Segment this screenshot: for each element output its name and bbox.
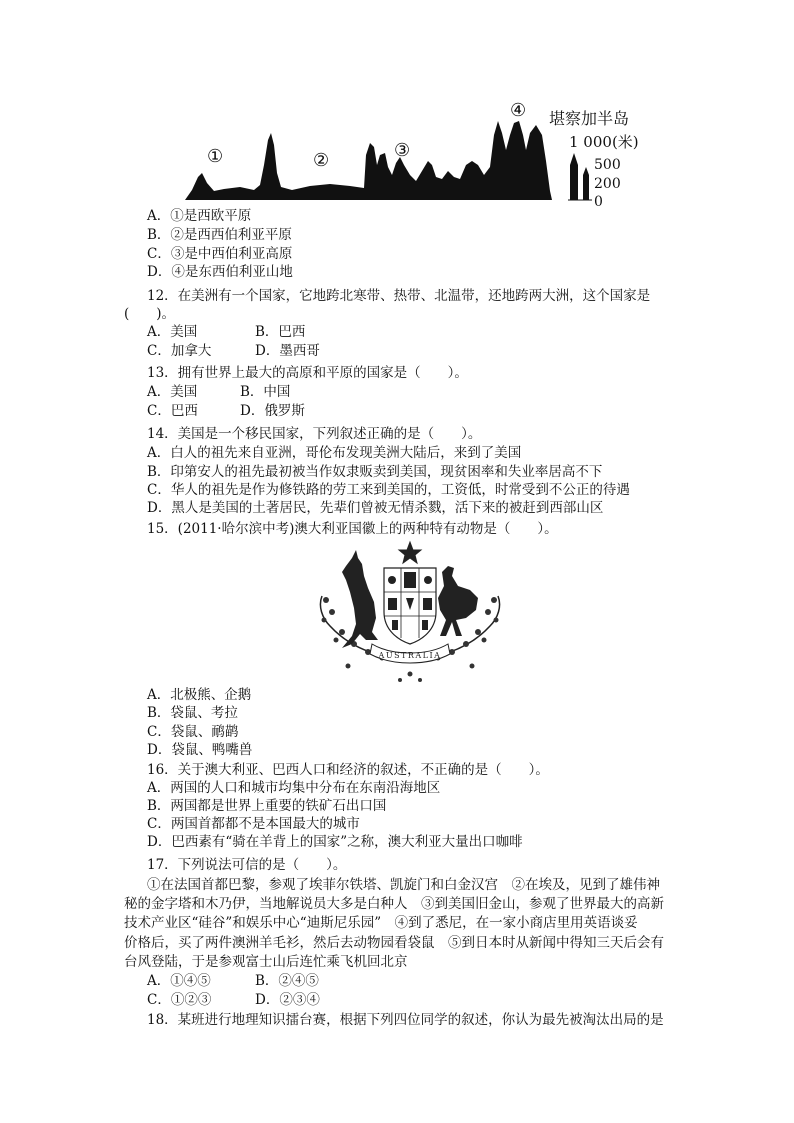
q17-option-a: A．①④⑤ [147,973,211,989]
q12-stem-cont: ( )。 [124,306,176,322]
q12-stem: 12．在美洲有一个国家，它地跨北寒带、热带、北温带，还地跨两大洲，这个国家是 [147,288,651,304]
q11-option-a: A．①是西欧平原 [147,208,252,224]
marker-2: ② [313,150,330,171]
q13-stem: 13．拥有世界上最大的高原和平原的国家是（ ）。 [147,365,468,381]
q11-option-b: B．②是西西伯利亚平原 [147,227,292,243]
q17-para-line-2: 秘的金字塔和木乃伊，当地解说员大多是白种人 ③到美国旧金山，参观了世界最大的高新 [124,896,664,912]
q11-option-c: C．③是中西伯利亚高原 [147,246,293,262]
q18-stem: 18．某班进行地理知识擂台赛，根据下列四位同学的叙述，你认为最先被淘汰出局的是 [147,1012,664,1028]
q15-option-b: B．袋鼠、考拉 [147,705,238,721]
q12-option-a: A．美国 [147,324,198,340]
terrain-silhouette [185,121,552,200]
q13-option-d: D．俄罗斯 [240,403,305,419]
legend-500-label: 500 [594,157,621,173]
q17-option-d: D．②③④ [255,992,320,1008]
legend-1000-label: 1 000(米) [569,133,639,151]
q17-para-line-3: 技术产业区“硅谷”和娱乐中心“迪斯尼乐园” ④到了悉尼，在一家小商店里用英语谈妥 [124,915,638,931]
australia-coat-of-arms-image [312,540,508,686]
q15-option-a: A．北极熊、企鹅 [147,687,252,703]
emblem-emu [438,566,478,636]
marker-1: ① [207,146,224,167]
q17-option-b: B．②④⑤ [255,973,319,989]
q14-option-b: B．印第安人的祖先最初被当作奴隶贩卖到美国，现贫困率和失业率居高不下 [147,464,603,480]
legend-0-label: 0 [594,194,603,207]
q15-option-d: D．袋鼠、鸭嘴兽 [147,742,253,758]
emblem-ribbon-text: AUSTRALIA [378,651,442,660]
q16-option-b: B．两国都是世界上重要的铁矿石出口国 [147,798,387,814]
q11-option-d: D．④是东西伯利亚山地 [147,264,293,280]
emblem-kangaroo [342,550,378,648]
terrain-profile-figure [180,95,660,207]
q13-option-a: A．美国 [147,384,198,400]
q15-option-c: C．袋鼠、鸸鹋 [147,724,239,740]
q13-option-b: B．中国 [240,384,291,400]
emblem-star [399,542,421,563]
q15-stem: 15．(2011·哈尔滨中考)澳大利亚国徽上的两种特有动物是（ ）。 [147,521,558,537]
q16-option-d: D．巴西素有“骑在羊背上的国家”之称，澳大利亚大量出口咖啡 [147,834,523,850]
q17-option-c: C．①②③ [147,992,212,1008]
q17-para-line-5: 台风登陆，于是参观富士山后连忙乘飞机回北京 [124,954,408,970]
q16-stem: 16．关于澳大利亚、巴西人口和经济的叙述，不正确的是（ ）。 [147,762,549,778]
q14-option-a: A．白人的祖先来自亚洲，哥伦布发现美洲大陆后，来到了美国 [147,445,522,461]
q12-option-c: C．加拿大 [147,343,212,359]
q12-option-d: D．墨西哥 [255,343,320,359]
q13-option-c: C．巴西 [147,403,198,419]
q17-para-line-1: ①在法国首都巴黎，参观了埃菲尔铁塔、凯旋门和白金汉宫 ②在埃及，见到了雄伟神 [147,877,660,893]
q17-para-line-4: 价格后，买了两件澳洲羊毛衫，然后去动物园看袋鼠 ⑤到日本时从新闻中得知三天后会有 [124,935,664,951]
q14-stem: 14．美国是一个移民国家，下列叙述正确的是（ ）。 [147,426,482,442]
legend-bar-500 [583,167,589,200]
legend-title: 堪察加半岛 [549,109,630,128]
legend-200-label: 200 [594,176,621,192]
q12-option-b: B．巴西 [255,324,306,340]
legend-bar-1000 [570,153,578,200]
q17-stem: 17．下列说法可信的是（ ）。 [147,857,347,873]
q16-option-c: C．两国首都都不是本国最大的城市 [147,816,360,832]
marker-3: ③ [394,140,411,161]
q16-option-a: A．两国的人口和城市均集中分布在东南沿海地区 [147,780,441,796]
q14-option-c: C．华人的祖先是作为修铁路的劳工来到美国的，工资低，时常受到不公正的待遇 [147,482,630,498]
q14-option-d: D．黑人是美国的土著居民，先辈们曾被无情杀戮，活下来的被赶到西部山区 [147,500,604,516]
marker-4: ④ [510,100,527,121]
